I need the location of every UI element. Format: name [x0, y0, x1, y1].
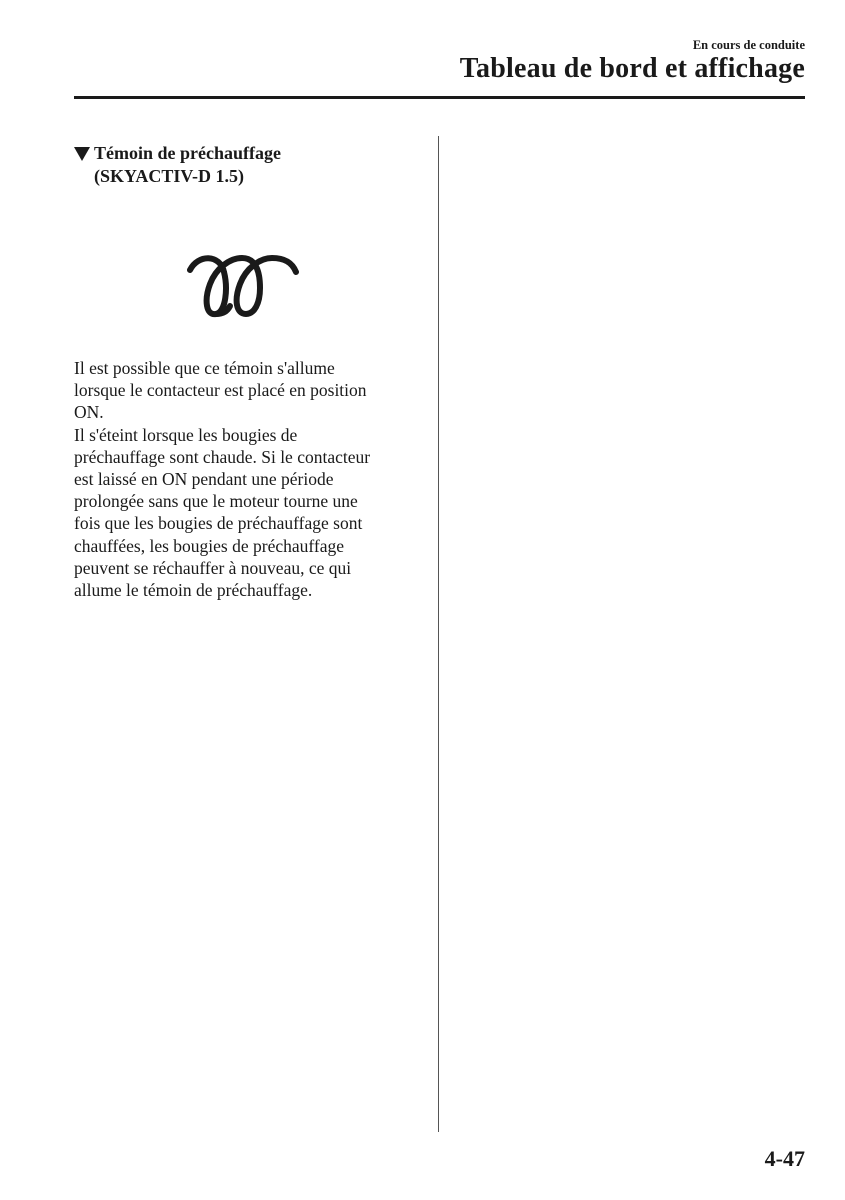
glow-plug-coil-icon [180, 250, 304, 322]
body-line: lorsque le contacteur est placé en position [74, 380, 367, 401]
down-triangle-icon [74, 147, 90, 161]
body-line: chauffées, les bougies de préchauffage [74, 535, 344, 556]
section-heading-line1: Témoin de préchauffage [94, 143, 281, 163]
page-number: 4-47 [764, 1146, 805, 1171]
body-line: Il s'éteint lorsque les bougies de [74, 424, 298, 445]
section-heading [74, 142, 419, 188]
section-heading-line2: (SKYACTIV-D 1.5) [94, 166, 245, 186]
body-line: est laissé en ON pendant une période [74, 469, 334, 490]
header-section-label: En cours de conduite [692, 38, 805, 52]
page-title: Tableau de bord et affichage [459, 53, 805, 84]
body-paragraph [74, 357, 419, 601]
body-line: fois que les bougies de préchauffage sont [74, 513, 363, 534]
body-line: peuvent se réchauffer à nouveau, ce qui [74, 557, 352, 578]
body-line: allume le témoin de préchauffage. [74, 580, 313, 601]
body-line: préchauffage sont chaude. Si le contacteur [74, 446, 371, 467]
column-divider [438, 136, 439, 1132]
body-line: ON. [74, 402, 104, 423]
header-divider [74, 96, 805, 99]
body-line: prolongée sans que le moteur tourne une [74, 491, 358, 512]
body-line: Il est possible que ce témoin s'allume [74, 358, 335, 378]
section-glow-plug-indicator [74, 142, 419, 188]
